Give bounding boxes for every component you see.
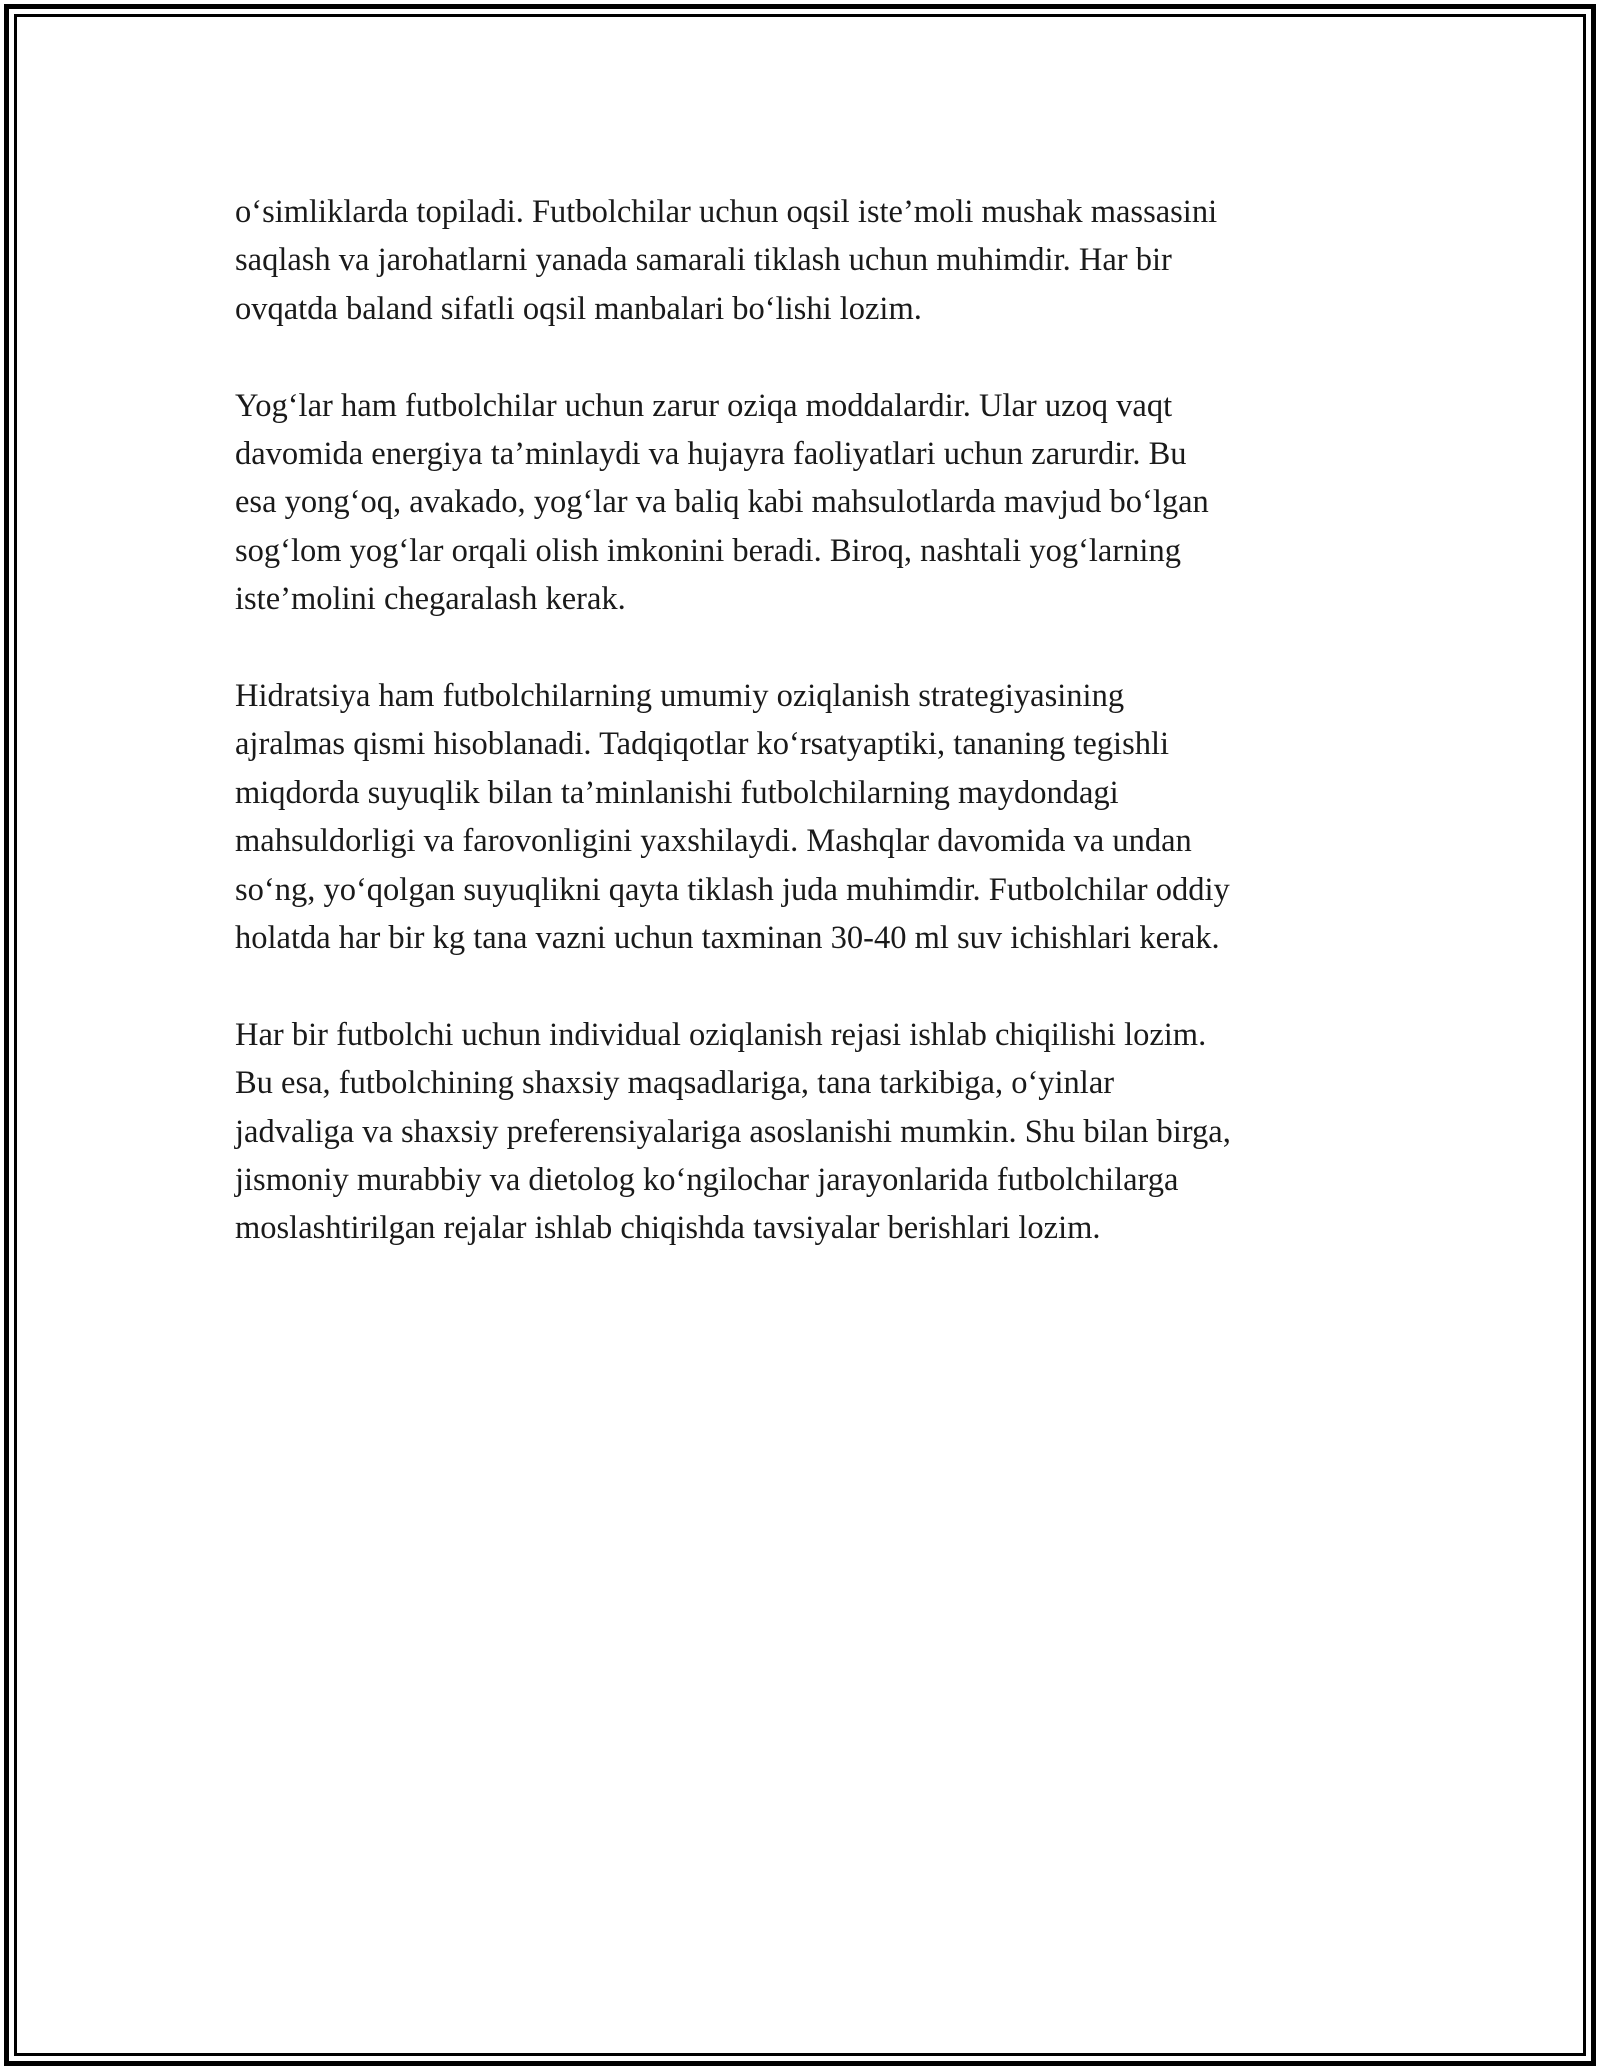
text-line: jadvaliga va shaxsiy preferensiyalariga asoslanishi mumkin. Shu bilan birga, bbox=[235, 1113, 1231, 1150]
text-line: mahsuldorligi va farovonligini yaxshilaydi. Mashqlar davomida va undan bbox=[235, 823, 1192, 860]
text-line: Hidratsiya ham futbolchilarning umumiy oziqlanish strategiyasining bbox=[235, 678, 1125, 715]
text-line: davomida energiya ta’minlaydi va hujayra faoliyatlari uchun zarurdir. Bu bbox=[235, 436, 1187, 473]
paragraph-individual-plan bbox=[235, 1011, 1375, 1253]
paragraph-fats bbox=[235, 382, 1375, 624]
text-line: sog‘lom yog‘lar orqali olish imkonini beradi. Biroq, nashtali yog‘larning bbox=[235, 532, 1181, 569]
text-line: Yog‘lar ham futbolchilar uchun zarur oziqa moddalardir. Ular uzoq vaqt bbox=[235, 387, 1173, 424]
paragraph-hydration bbox=[235, 672, 1375, 962]
text-line: esa yong‘oq, avakado, yog‘lar va baliq kabi mahsulotlarda mavjud bo‘lgan bbox=[235, 484, 1209, 521]
text-line: ajralmas qismi hisoblanadi. Tadqiqotlar ko‘rsatyaptiki, tananing tegishli bbox=[235, 726, 1170, 763]
document-body bbox=[235, 188, 1375, 1301]
text-line: miqdorda suyuqlik bilan ta’minlanishi futbolchilarning maydondagi bbox=[235, 774, 1119, 811]
text-line: Bu esa, futbolchining shaxsiy maqsadlariga, tana tarkibiga, o‘yinlar bbox=[235, 1065, 1115, 1102]
text-line: saqlash va jarohatlarni yanada samarali tiklash uchun muhimdir. Har bir bbox=[235, 242, 1172, 279]
text-line: holatda har bir kg tana vazni uchun taxminan 30-40 ml suv ichishlari kerak. bbox=[235, 920, 1220, 957]
text-line: iste’molini chegaralash kerak. bbox=[235, 581, 626, 618]
text-line: ovqatda baland sifatli oqsil manbalari bo‘lishi lozim. bbox=[235, 290, 922, 327]
text-line: Har bir futbolchi uchun individual oziqlanish rejasi ishlab chiqilishi lozim. bbox=[235, 1016, 1207, 1053]
text-line: jismoniy murabbiy va dietolog ko‘ngilochar jarayonlarida futbolchilarga bbox=[235, 1162, 1179, 1199]
paragraph-protein bbox=[235, 188, 1375, 333]
text-line: so‘ng, yo‘qolgan suyuqlikni qayta tiklash juda muhimdir. Futbolchilar oddiy bbox=[235, 871, 1230, 908]
text-line: moslashtirilgan rejalar ishlab chiqishda tavsiyalar berishlari lozim. bbox=[235, 1210, 1101, 1247]
text-line: o‘simliklarda topiladi. Futbolchilar uchun oqsil iste’moli mushak massasini bbox=[235, 194, 1218, 230]
